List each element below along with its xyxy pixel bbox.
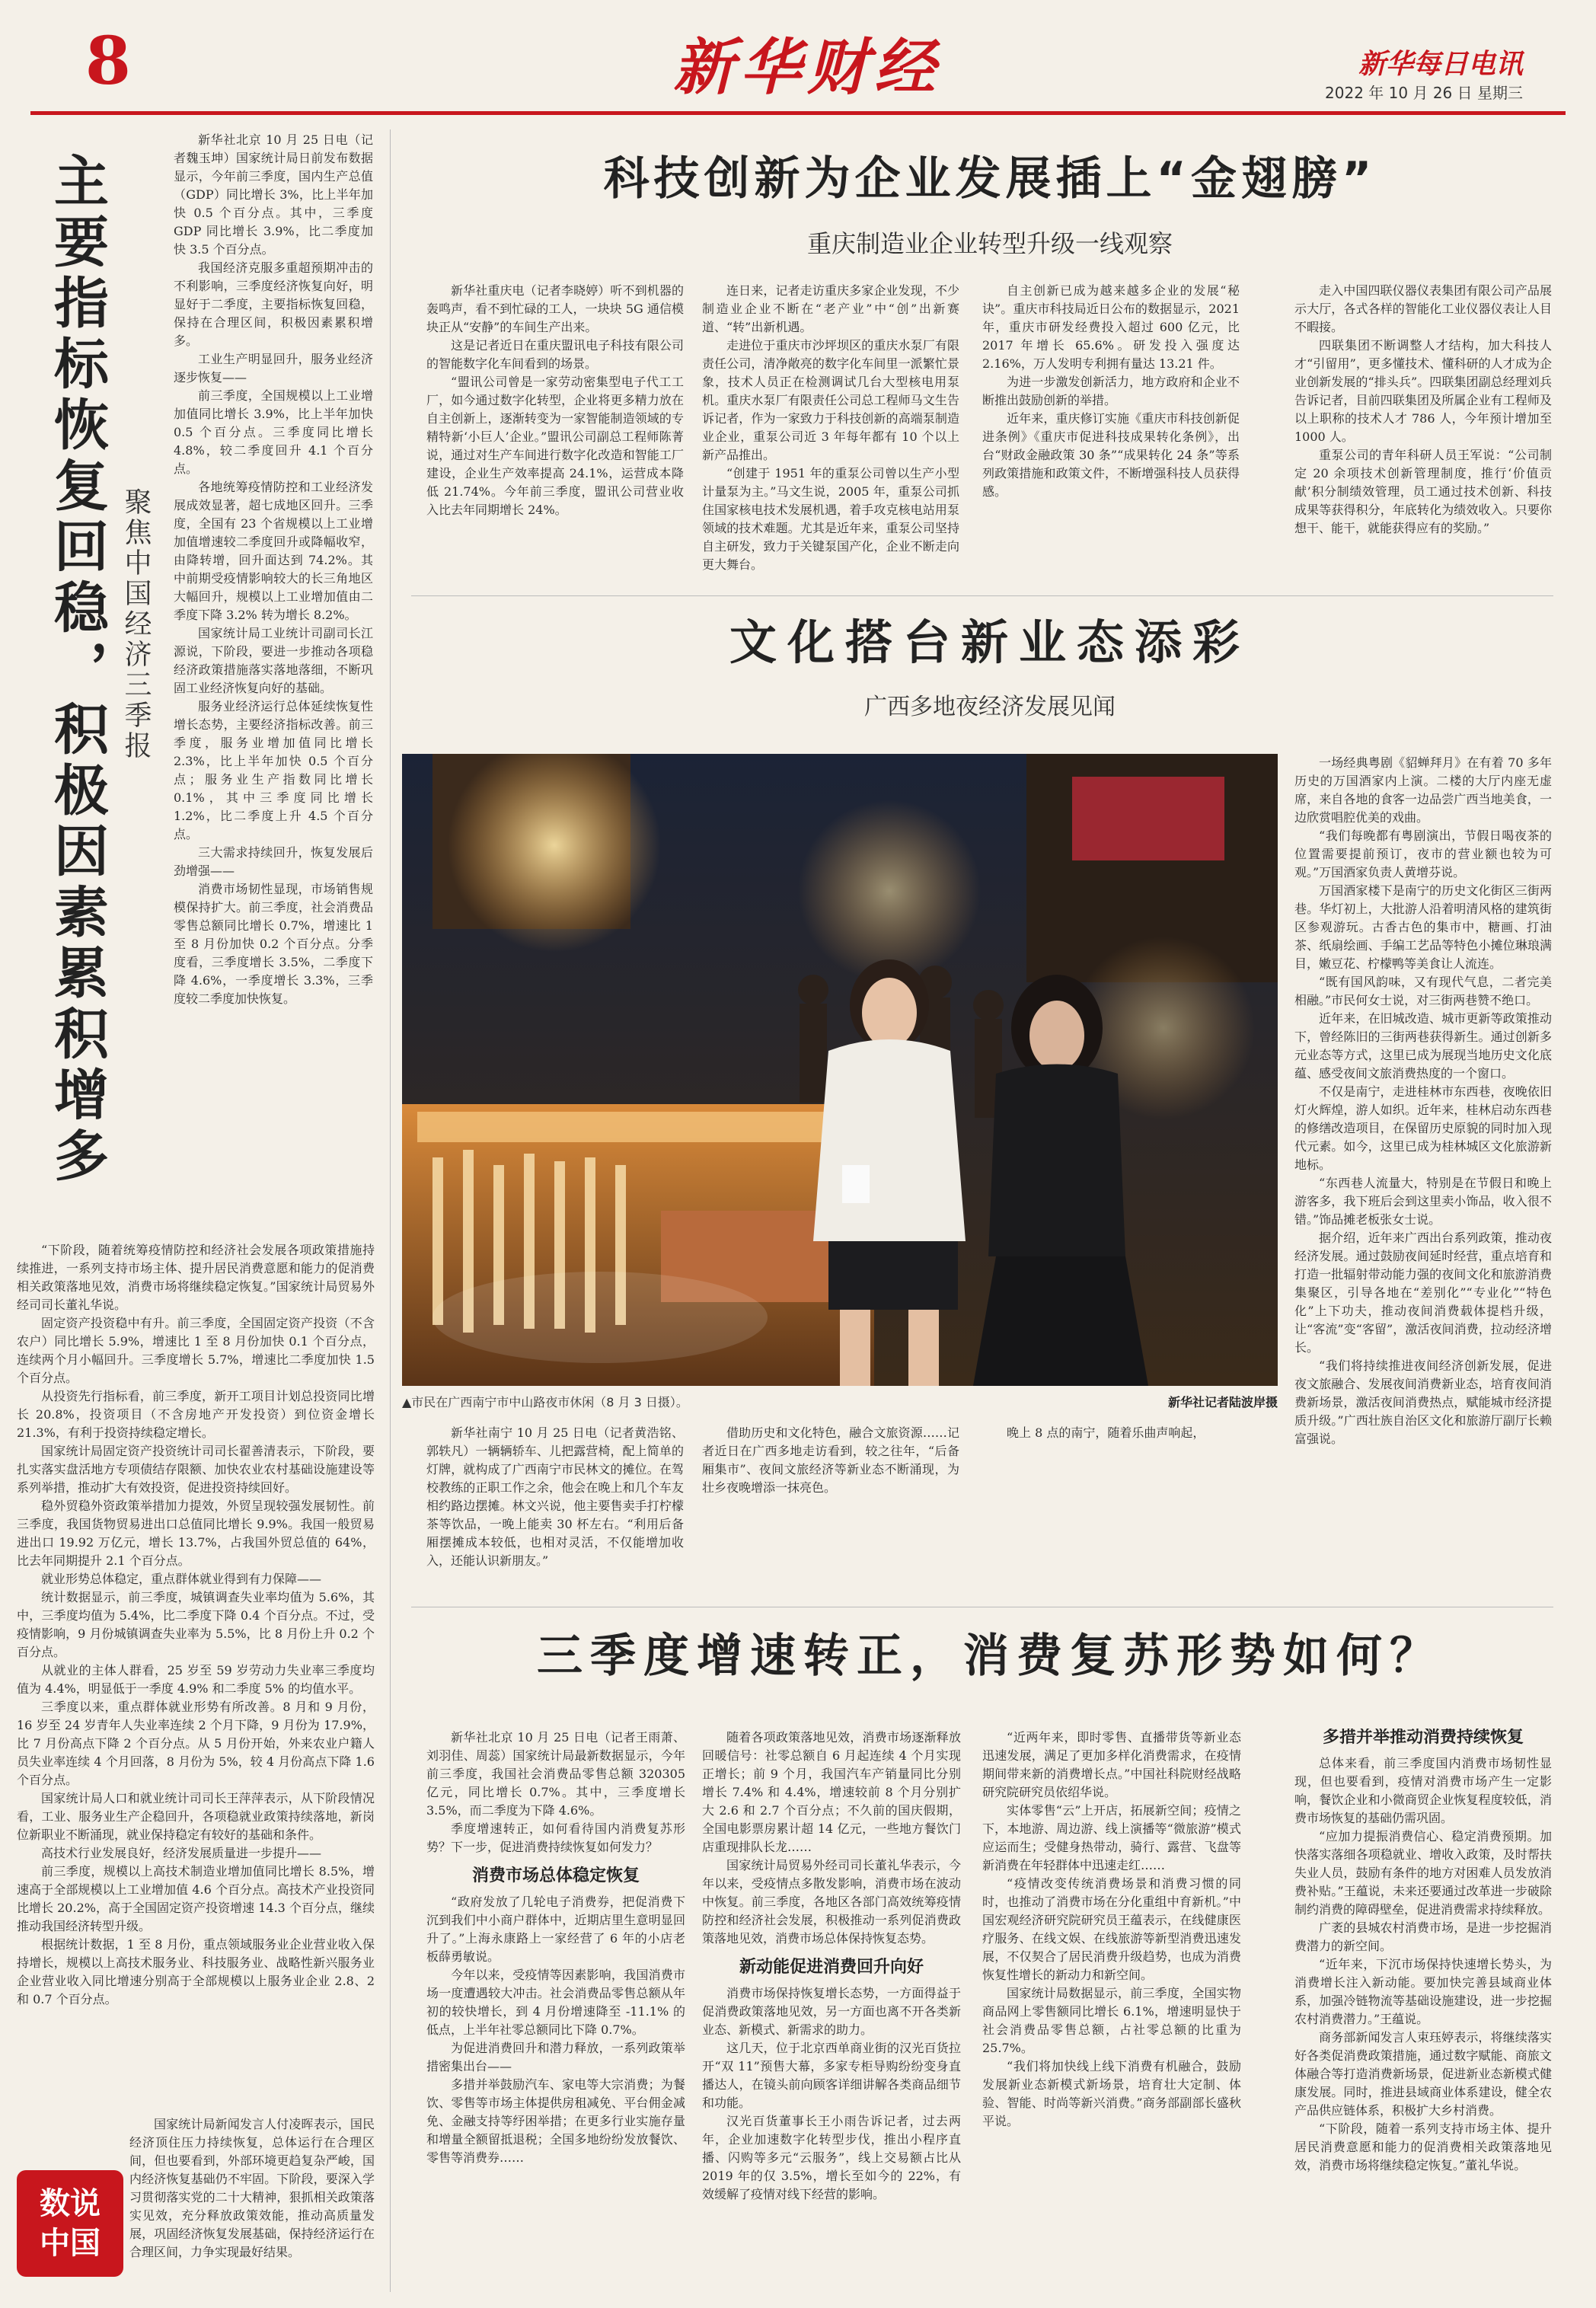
photo-caption: ▲市民在广西南宁市中山路夜市休闲（8 月 3 日摄）。	[402, 1395, 688, 1409]
paragraph: 商务部新闻发言人束珏婷表示，将继续落实好各类促消费政策措施，通过数字赋能、商旅文体融合等打造消费新场景，促进新业态新模式健康发展。同时，推进县域商业体系建设，健全农产品供应链体系，积极扩大乡村消费。	[1294, 2030, 1552, 2118]
article3-bottom-col-1	[426, 1424, 684, 1599]
paragraph: 高技术行业发展良好，经济发展质量进一步提升——	[41, 1846, 322, 1860]
paragraph: 这几天，位于北京西单商业街的汉光百货拉开“双 11”预售大幕，多家专柜导购纷纷变身直播达人，在镜头前向顾客详细讲解各类商品细节和功能。	[702, 2041, 961, 2110]
brand-logo: 新华每日电讯	[1358, 48, 1523, 80]
article2-subheadline: 重庆制造业企业转型升级一线观察	[806, 229, 1173, 258]
paragraph: 根据统计数据，1 至 8 月份，重点领域服务业企业营业收入保持增长，规模以上高技术服务业、科技服务业、战略性新兴服务业企业营业收入同比增速分别高于全部规模以上服务业企业 2.8、2 和 0.7 个百分点。	[17, 1937, 375, 2006]
paragraph: 国家统计局工业统计司副司长江源说，下阶段，要进一步推动各项稳经济政策措施落实落地落细，不断巩固工业经济恢复向好的基础。	[174, 626, 373, 695]
paragraph: 近年来，重庆修订实施《重庆市科技创新促进条例》《重庆市促进科技成果转化条例》，出台“财政金融政策 30 条”“成果转化 24 条”等系列政策措施和政策文件，不断增强科技人员获得感。	[982, 411, 1240, 499]
paragraph: 新华社北京 10 月 25 日电（记者王雨萧、刘羽佳、周蕊）国家统计局最新数据显示，今年前三季度，我国社会消费品零售总额 320305 亿元，同比增长 0.7%。其中，三季度增长 3.5%，而二季度为下降 4.6%。	[426, 1730, 685, 1818]
paragraph: 消费市场韧性显现，市场销售规模保持扩大。前三季度，社会消费品零售总额同比增长 0.7%，增速比 1 至 8 月份加快 0.2 个百分点。分季度看，三季度增长 3.5%，二季度下降 4.6%，一季度增长 3.3%，三季度较二季度加快恢复。	[174, 882, 373, 1006]
article3-bottom-col-3	[982, 1424, 1272, 1599]
article2-col-4	[1294, 282, 1552, 586]
paragraph: 服务业经济运行总体延续恢复性增长态势，主要经济指标改善。前三季度，服务业增加值同比增长 2.3%，比上半年加快 0.5 个百分点；服务业生产指数同比增长 0.1%，其中三季度同比增长 1.2%，比二季度上升 4.5 个百分点。	[174, 699, 373, 841]
paragraph: 总体来看，前三季度国内消费市场韧性显现，但也要看到，疫情对消费市场产生一定影响，餐饮企业和小微商贸企业恢复程度较低，消费市场恢复的基础仍需巩固。	[1294, 1756, 1552, 1825]
page-number: 8	[85, 23, 131, 100]
article4-col-2	[702, 1729, 961, 2292]
paragraph: 广袤的县城农村消费市场，是进一步挖掘消费潜力的新空间。	[1294, 1920, 1552, 1953]
paragraph: “我们将持续推进夜间经济创新发展，促进夜文旅融合、发展夜间消费新业态，培育夜间消费新场景，激活夜间消费热点，赋能城市经济提质升级。”广西壮族自治区文化和旅游厅副厅长赖富强说。	[1294, 1358, 1552, 1446]
article3-subheadline: 广西多地夜经济发展见闻	[864, 694, 1116, 720]
paragraph: 连日来，记者走访重庆多家企业发现，不少制造业企业不断在“老产业”中“创”出新赛道、“转”出新机遇。	[702, 283, 959, 334]
article4-col-4	[1294, 1729, 1552, 2292]
section-divider	[411, 595, 1553, 596]
paragraph: 为进一步激发创新活力，地方政府和企业不断推出鼓励创新的举措。	[982, 375, 1240, 407]
data-china-stamp	[17, 2170, 123, 2277]
article2-col-3	[982, 282, 1240, 586]
issue-date: 2022 年 10 月 26 日 星期三	[1325, 84, 1523, 102]
article2-col-1	[426, 282, 684, 586]
paragraph: 工业生产明显回升，服务业经济逐步恢复——	[174, 352, 373, 385]
article2-headline: 科技创新为企业发展插上“金翅膀”	[603, 152, 1377, 206]
paragraph: 各地统筹疫情防控和工业经济发展成效显著，超七成地区回升。三季度，全国有 23 个省规模以上工业增加值增速较二季度回升或降幅收窄，由降转增，回升面达到 74.2%。其中前期受疫情影响较大的长三角地区大幅回升，规模以上工业增加值由二季度下降 3.2% 转为增长 8.2%。	[174, 480, 373, 622]
paragraph: 三季度以来，重点群体就业形势有所改善。8 月和 9 月份，16 岁至 24 岁青年人失业率连续 2 个月下降，9 月份为 17.9%，比 7 月份高点下降 2 个百分点。从 5 月份开始，外来农业户籍人员失业率连续 4 个月回落，8 月份为 5%，较 4 月份高点下降 1.6 个百分点。	[17, 1700, 375, 1787]
masthead-rule	[30, 111, 1566, 115]
photo-illustration	[402, 754, 1278, 1386]
paragraph: 晚上 8 点的南宁，随着乐曲声响起，	[1007, 1425, 1205, 1440]
paragraph: 新华社南宁 10 月 25 日电（记者黄浩铭、郭轶凡）一辆辆轿车、儿把露营椅，配上简单的灯牌，就构成了广西南宁市民林文的摊位。在驾校教练的正职工作之余，他会在晚上和几个车友相约路边摆摊。林文兴说，他主要售卖手打柠檬茶等饮品，一晚上能卖 30 杯左右。“利用后备厢摆摊成本较低，也相对灵活，不仅能增加收入，还能认识新朋友。”	[426, 1425, 684, 1568]
article1-top-column	[174, 131, 373, 1235]
article2-col-2	[702, 282, 959, 586]
article1-headline: 主要指标恢复回稳，积极因素累积增多	[45, 152, 109, 1188]
paragraph: 我国经济克服多重超预期冲击的不利影响，三季度经济恢复向好，明显好于二季度，主要指标恢复回稳，保持在合理区间，积极因素累积增多。	[174, 260, 373, 348]
paragraph: 走进位于重庆市沙坪坝区的重庆水泵厂有限责任公司，清净敞亮的数字化车间里一派繁忙景象，技术人员正在检测调试几台大型核电用泵机。重庆水泵厂有限责任公司总工程师马文生告诉记者，作为一家致力于科技创新的高端泵制造业企业，重泵公司近 3 年每年都有 10 个以上新产品推出。	[702, 338, 959, 462]
paragraph: 三大需求持续回升，恢复发展后劲增强——	[174, 845, 373, 878]
article4-col-3	[982, 1729, 1241, 2292]
paragraph: 前三季度，规模以上高技术制造业增加值同比增长 8.5%，增速高于全部规模以上工业增加值 4.6 个百分点。高技术产业投资同比增长 20.2%，高于全国固定资产投资增速 14.3 个百分点，继续推动我国经济转型升级。	[17, 1864, 375, 1933]
article4-headline: 三季度增速转正，消费复苏形势如何？	[537, 1630, 1443, 1683]
paragraph: 国家统计局固定资产投资统计司司长翟善清表示，下阶段，要扎实落实盘活地方专项债结存限额、加快农业农村基础设施建设等系列举措，推动扩大有效投资，促进投资持续回好。	[17, 1444, 375, 1495]
paragraph: “近年来，下沉市场保持快速增长势头，为消费增长注入新动能。要加快完善县域商业体系，加强冷链物流等基础设施建设，进一步挖掘农村消费潜力。”王蕴说。	[1294, 1957, 1552, 2026]
paragraph: 随着各项政策落地见效，消费市场逐渐释放回暖信号：社零总额自 6 月起连续 4 个月实现正增长；前 9 个月，我国汽车产销量同比分别增长 7.4% 和 4.4%，增速较前 8 个月分别扩大 2.6 和 2.7 个百分点；不久前的国庆假期，全国电影票房累计超 14 亿元，一些地方餐饮门店重现排队长龙……	[702, 1730, 961, 1854]
paragraph: 从投资先行指标看，前三季度，新开工项目计划总投资同比增长 20.8%，投资项目（不含房地产开发投资）到位资金增长 21.3%，有利于投资持续稳定增长。	[17, 1389, 375, 1440]
paragraph: 季度增速转正，如何看待国内消费复苏形势？下一步，促进消费持续恢复如何发力？	[426, 1821, 685, 1854]
paragraph: “下阶段，随着一系列支持市场主体、提升居民消费意愿和能力的促消费相关政策落地见效，消费市场将继续稳定恢复。”董礼华说。	[1294, 2121, 1552, 2172]
paragraph: 近年来，在旧城改造、城市更新等政策推动下，曾经陈旧的三街两巷获得新生。通过创新多元业态等方式，这里已成为展现当地历史文化底蕴、感受夜间文旅消费热度的一个窗口。	[1294, 1011, 1552, 1081]
paragraph: 固定资产投资稳中有升。前三季度，全国固定资产投资（不含农户）同比增长 5.9%，增速比 1 至 8 月份加快 0.1 个百分点，连续两个月小幅回升。三季度增长 5.7%，增速比二季度加快 1.5 个百分点。	[17, 1316, 375, 1385]
paragraph: “下阶段，随着统筹疫情防控和经济社会发展各项政策措施持续推进，一系列支持市场主体、提升居民消费意愿和能力的促消费相关政策落地见效，消费市场将继续稳定恢复。”国家统计局贸易外经司司长董礼华说。	[17, 1243, 375, 1312]
paragraph: 据介绍，近年来广西出台系列政策，推动夜经济发展。通过鼓励夜间延时经营，重点培育和打造一批辐射带动能力强的夜间文化和旅游消费集聚区，引导各地在“差别化”“专业化”“特色化”上下功夫，推动夜间消费载体提档升级，让“客流”变“客留”，激活夜间消费，拉动经济增长。	[1294, 1231, 1552, 1355]
paragraph: 统计数据显示，前三季度，城镇调查失业率均值为 5.6%，其中，三季度均值为 5.4%，比二季度下降 0.4 个百分点。不过，受疫情影响，9 月份城镇调查失业率为 5.5%，比 8 月份上升 0.2 个百分点。	[17, 1590, 375, 1659]
paragraph: 一场经典粤剧《貂蝉拜月》在有着 70 多年历史的万国酒家内上演。二楼的大厅内座无虚席，来自各地的食客一边品尝广西当地美食，一边欣赏唱腔优美的戏曲。	[1294, 755, 1552, 825]
stamp-text: 数说中国	[40, 2185, 101, 2261]
paragraph: “近两年来，即时零售、直播带货等新业态迅速发展，满足了更加多样化消费需求，在疫情期间带来新的消费增长点。”中国社科院财经战略研究院研究员依绍华说。	[982, 1730, 1241, 1799]
paragraph: “我们每晚都有粤剧演出，节假日喝夜茶的位置需要提前预订，夜市的营业额也较为可观。”万国酒家负责人黄增芬说。	[1294, 828, 1552, 879]
paragraph: 为促进消费回升和潜力释放，一系列政策举措密集出台——	[426, 2041, 685, 2073]
paragraph: 国家统计局数据显示，前三季度，全国实物商品网上零售额同比增长 6.1%，增速明显快于社会消费品零售总额，占社零总额的比重为 25.7%。	[982, 1986, 1241, 2055]
paragraph: 国家统计局贸易外经司司长董礼华表示，今年以来，受疫情点多散发影响，消费市场在波动中恢复。前三季度，各地区各部门高效统筹疫情防控和经济社会发展，积极推动一系列促消费政策落地见效，消费市场总体保持恢复态势。	[702, 1858, 961, 1946]
paragraph: “盟讯公司曾是一家劳动密集型电子代工工厂，如今通过数字化转型，企业将更多精力放在自主创新上，逐渐转变为一家智能制造领域的专精特新‘小巨人’企业。”盟讯公司副总工程师陈菁说，通过对生产车间进行数字化改造和智能工厂建设，企业生产效率提高 24.1%，运营成本降低 21.74%。今年前三季度，盟讯公司营业收入比去年同期增长 24%。	[426, 375, 684, 517]
article3-bottom-col-2	[702, 1424, 959, 1599]
night-market-photo	[402, 754, 1278, 1386]
paragraph: 四联集团不断调整人才结构，加大科技人才“引留用”，更多懂技术、懂科研的人才成为企业创新发展的“排头兵”。四联集团副总经理刘兵告诉记者，目前四联集团及所属企业有工程师及以上职称的技术人才 786 人，今年预计增加至 1000 人。	[1294, 338, 1552, 444]
paragraph: 国家统计局新闻发言人付凌晖表示，国民经济顶住压力持续恢复，总体运行在合理区间，但也要看到，外部环境更趋复杂严峻，国内经济恢复基础仍不牢固。下阶段，要深入学习贯彻落实党的二十大精神，狠抓相关政策落实见效，充分释放政策效能，推动高质量发展，巩固经济恢复发展基础，保持经济运行在合理区间，力争实现最好结果。	[129, 2117, 375, 2259]
subhead-new-drivers: 新动能促进消费回升向好	[739, 1958, 924, 1977]
article1-tail-column	[129, 2115, 375, 2297]
paragraph: 消费市场保持恢复增长态势，一方面得益于促消费政策落地见效，另一方面也离不开各类新业态、新模式、新需求的助力。	[702, 1986, 961, 2037]
paragraph: 多措并举鼓励汽车、家电等大宗消费；为餐饮、零售等市场主体提供房租减免、平台佣金减免、金融支持等纾困举措；在更多行业实施存量和增量全额留抵退税；全国多地纷纷发放餐饮、零售等消费券……	[426, 2077, 685, 2165]
paragraph: “政府发放了几轮电子消费券，把促消费下沉到我们中小商户群体中，近期店里生意明显回升了。”上海永康路上一家经营了 6 年的小店老板薛勇敏说。	[426, 1895, 685, 1964]
paragraph: 今年以来，受疫情等因素影响，我国消费市场一度遭遇较大冲击。社会消费品零售总额从年初的较快增长，到 4 月份增速降至 -11.1% 的低点，上半年社零总额同比下降 0.7%。	[426, 1968, 685, 2037]
paragraph: 从就业的主体人群看，25 岁至 59 岁劳动力失业率三季度均值为 4.4%，明显低于一季度 4.9% 和二季度 5% 的均值水平。	[17, 1663, 375, 1696]
paragraph: “既有国风韵味，又有现代气息，二者完美相融。”市民何女士说，对三街两巷赞不绝口。	[1294, 975, 1552, 1007]
paragraph: 实体零售“云”上开店，拓展新空间；疫情之下，本地游、周边游、线上演播等“微旅游”模式应运而生；受健身热带动，骑行、露营、飞盘等新消费在年轻群体中迅速走红……	[982, 1803, 1241, 1872]
paragraph: 自主创新已成为越来越多企业的发展“秘诀”。重庆市科技局近日公布的数据显示，2021 年，重庆市研发经费投入超过 600 亿元，比 2017 年增长 65.6%。研发投入强度达 2.16%，万人发明专利拥有量达 13.21 件。	[982, 283, 1240, 371]
photo-credit: 新华社记者陆波岸摄	[1167, 1395, 1278, 1409]
subhead-multiple-measures: 多措并举推动消费持续恢复	[1322, 1729, 1524, 1747]
column-divider	[390, 129, 391, 2292]
paragraph: 万国酒家楼下是南宁的历史文化街区三街两巷。华灯初上，大批游人沿着明清风格的建筑街区参观游玩。古香古色的集市中，糖画、打油茶、纸扇绘画、手编工艺品等特色小摊位琳琅满目，嫩豆花、柠檬鸭等美食让人流连。	[1294, 883, 1552, 971]
paragraph: “创建于 1951 年的重泵公司曾以生产小型计量泵为主。”马文生说，2005 年，重泵公司抓住国家核电技术发展机遇，着手攻克核电站用泵领域的技术难题。尤其是近年来，重泵公司坚持自主研发，致力于关键泵国产化，企业不断走向更大舞台。	[702, 466, 959, 572]
paragraph: 国家统计局人口和就业统计司司长王萍萍表示，从下阶段情况看，工业、服务业生产企稳回升，各项稳就业政策持续落地，新岗位新职业不断涌现，就业保持稳定有较好的基础和条件。	[17, 1791, 375, 1842]
paragraph: 前三季度，全国规模以上工业增加值同比增长 3.9%，比上半年加快 0.5 个百分点。三季度同比增长 4.8%，较二季度回升 4.1 个百分点。	[174, 388, 373, 476]
paragraph: 不仅是南宁，走进桂林市东西巷，夜晚依旧灯火辉煌，游人如织。近年来，桂林启动东西巷的修缮改造项目，在保留历史原貌的同时加入现代元素。如今，这里已成为桂林城区文化旅游新地标。	[1294, 1084, 1552, 1172]
section-title: 新华财经	[673, 31, 941, 103]
article3-headline: 文化搭台新业态添彩	[729, 615, 1250, 670]
paragraph: 就业形势总体稳定，重点群体就业得到有力保障——	[41, 1572, 322, 1586]
paragraph: 新华社重庆电（记者李晓婷）听不到机器的轰鸣声，看不到忙碌的工人，一块块 5G 通信模块正从“安静”的车间生产出来。	[426, 283, 684, 334]
article4-col-1	[426, 1729, 685, 2292]
paragraph: “应加力提振消费信心、稳定消费预期。加快落实落细各项稳就业、增收入政策，及时帮扶失业人员，鼓励有条件的地方对困难人员发放消费补贴。”王蕴说，未来还要通过改革进一步破除制约消费的障碍壁垒，促进消费需求持续释放。	[1294, 1829, 1552, 1917]
paragraph: “我们将加快线上线下消费有机融合，鼓励发展新业态新模式新场景，培育壮大定制、体验、智能、时尚等新兴消费。”商务部副部长盛秋平说。	[982, 2059, 1241, 2128]
article3-right-column	[1294, 754, 1552, 1599]
paragraph: 借助历史和文化特色，融合文旅资源……记者近日在广西多地走访看到，较之往年，“后备厢集市”、夜间文旅经济等新业态不断涌现，为壮乡夜晚增添一抹亮色。	[702, 1425, 959, 1495]
paragraph: 走入中国四联仪器仪表集团有限公司产品展示大厅，各式各样的智能化工业仪器仪表让人目不暇接。	[1294, 283, 1552, 334]
paragraph: 重泵公司的青年科研人员王军说：“公司制定 20 余项技术创新管理制度，推行‘价值贡献’积分制绩效管理，员工通过技术创新、科技成果等获得积分，年底转化为绩效收入。只要你想干、能干，就能获得应有的奖励。”	[1294, 448, 1552, 535]
paragraph: “疫情改变传统消费场景和消费习惯的同时，也推动了消费市场在分化重组中育新机。”中国宏观经济研究院研究员王蕴表示，在线健康医疗服务、在线文娱、在线旅游等新型消费迅速发展，不仅契合了居民消费升级趋势，也成为消费恢复性增长的新动力和新空间。	[982, 1876, 1241, 1982]
subhead-consumption-stable: 消费市场总体稳定恢复	[471, 1866, 640, 1885]
paragraph: 这是记者近日在重庆盟讯电子科技有限公司的智能数字化车间看到的场景。	[426, 338, 684, 371]
paragraph: 汉光百货董事长王小雨告诉记者，过去两年，企业加速数字化转型步伐，推出小程序直播、闪购等多元“云服务”，线上交易额占比从 2019 年的仅 3.5%，增长至如今的 22%，有效缓解了疫情对线下经营的影响。	[702, 2114, 961, 2201]
paragraph: “东西巷人流量大，特别是在节假日和晚上游客多，我下班后会到这里卖小饰品，收入很不错。”饰品摊老板张女士说。	[1294, 1176, 1552, 1227]
paragraph: 新华社北京 10 月 25 日电（记者魏玉坤）国家统计局日前发布数据显示，今年前三季度，国内生产总值（GDP）同比增长 3%，比上半年加快 0.5 个百分点。其中，三季度 GDP 同比增长 3.9%，比二季度加快 3.5 个百分点。	[174, 132, 373, 257]
paragraph: 稳外贸稳外资政策举措加力提效，外贸呈现较强发展韧性。前三季度，我国货物贸易进出口总值同比增长 9.9%。我国一般贸易进出口 19.92 万亿元，增长 13.7%，占我国外贸总值的 64%，比去年同期提升 2.1 个百分点。	[17, 1499, 375, 1568]
article1-kicker: 聚焦中国经济三季报	[120, 487, 152, 761]
